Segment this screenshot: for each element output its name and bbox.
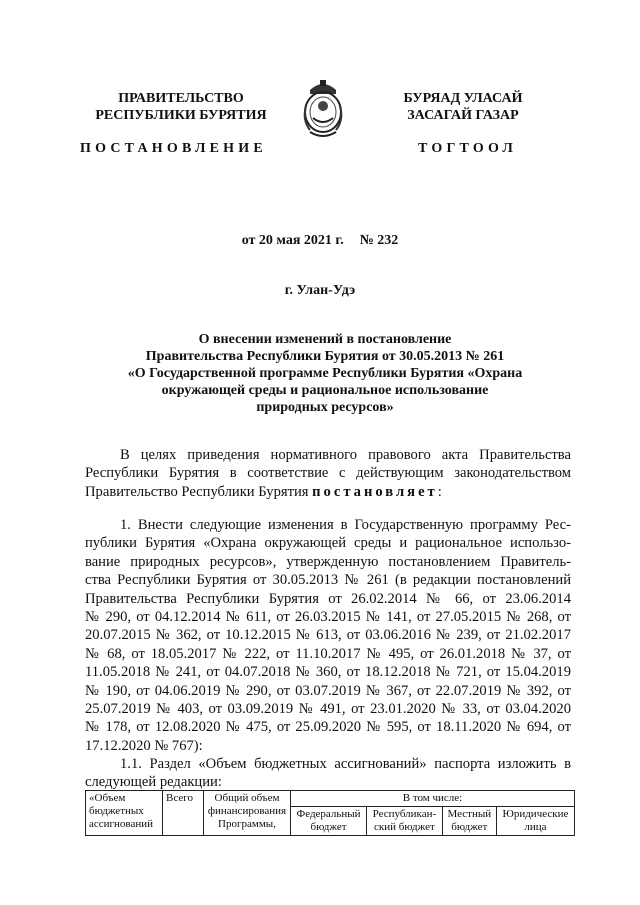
text-line: 25.07.2019 № 403, от 03.09.2019 № 491, от 23.01.2020 № 33, от 03.04.2020	[85, 700, 571, 717]
header-left-line-2: РЕСПУБЛИКИ БУРЯТИЯ	[95, 108, 267, 123]
text-line: № 178, от 12.08.2020 № 475, от 25.09.2020 № 595, от 18.11.2020 № 694, от	[85, 719, 571, 736]
cell-line: Программы,	[218, 818, 276, 830]
text-line: В целях приведения нормативного правового акта Правительства	[120, 447, 571, 463]
table-subheader-local	[442, 807, 496, 836]
title-line: «О Государственной программе Республики Бурятия «Охрана	[127, 366, 523, 381]
header-right-line-1: БУРЯАД УЛАСАЙ	[403, 91, 523, 106]
table-cell-label	[86, 791, 163, 836]
cell-line: Общий объем	[214, 792, 280, 804]
text-line: ства Республики Бурятия от 30.05.2013 № 261 (в редакции постановлений	[85, 572, 571, 589]
header-right-line-2: ЗАСАГАЙ ГАЗАР	[407, 108, 519, 123]
date-number-line	[0, 233, 640, 249]
table-subheader-federal	[291, 807, 367, 836]
table-cell-volume	[204, 791, 291, 836]
text-line: № 290, от 04.12.2014 № 611, от 26.03.2015 № 141, от 27.05.2015 № 268, от	[85, 608, 571, 625]
text-line: 20.07.2015 № 362, от 10.12.2015 № 613, от 03.06.2016 № 239, от 21.02.2017	[85, 627, 571, 644]
text-line: следующей редакции:	[85, 774, 222, 791]
table-subheader-republic	[367, 807, 443, 836]
coat-of-arms-icon	[300, 76, 346, 142]
document-number: № 232	[359, 233, 399, 248]
doc-type-left: ПОСТАНОВЛЕНИЕ	[80, 141, 267, 156]
doc-type-right: ТОГТООЛ	[418, 141, 518, 156]
cell-line: Федеральный	[296, 808, 361, 820]
cell-line: Юридические	[502, 808, 569, 820]
cell-line: лица	[524, 821, 547, 833]
cell-line: Местный	[447, 808, 492, 820]
text-line: публики Бурятия «Охрана окружающей среды и рациональное использо-	[85, 535, 571, 552]
header-left-line-1: ПРАВИТЕЛЬСТВО	[118, 91, 244, 106]
table-group-header: В том числе:	[291, 791, 575, 807]
clause-1-paragraph	[85, 516, 571, 792]
document-date: от 20 мая 2021 г.	[241, 233, 344, 248]
title-line: природных ресурсов»	[256, 400, 394, 415]
cell-line: ский бюджет	[374, 821, 435, 833]
cell-line: бюджет	[310, 821, 347, 833]
cell-line: бюджет	[451, 821, 488, 833]
title-line: О внесении изменений в постановление	[198, 332, 452, 347]
text-line: 1.1. Раздел «Объем бюджетных ассигнований» паспорта изложить в	[120, 756, 571, 773]
cell-line: ассигнований	[89, 818, 154, 830]
header-right	[378, 90, 548, 124]
cell-line: «Объем	[89, 792, 126, 804]
table-row	[86, 791, 575, 807]
text-line: 1. Внести следующие изменения в Государственную программу Рес-	[120, 517, 571, 533]
title-line: окружающей среды и рациональное использование	[161, 383, 489, 398]
cell-line: бюджетных	[89, 805, 144, 817]
header-left	[86, 90, 276, 124]
cell-line: финансирования	[207, 805, 287, 817]
text-fragment: Правительство Республики Бурятия	[85, 483, 313, 500]
text-line: № 68, от 18.05.2017 № 222, от 11.10.2017 № 495, от 26.01.2018 № 37, от	[85, 645, 571, 662]
table-cell-total: Всего	[163, 791, 204, 836]
text-line: Республики Бурятия в соответствие с действующим законодательством	[85, 465, 571, 482]
document-city: г. Улан-Удэ	[284, 283, 356, 298]
spaced-keyword: постановляет	[312, 483, 438, 500]
text-line: вание природных ресурсов», утвержденную постановлением Правитель-	[85, 553, 571, 570]
text-line: Правительства Республики Бурятия от 26.02.2014 № 66, от 23.06.2014	[85, 590, 571, 607]
text-line: 11.05.2018 № 241, от 04.07.2018 № 360, от 18.12.2018 № 721, от 15.04.2019	[85, 664, 571, 681]
document-title	[80, 331, 570, 416]
text-fragment: :	[437, 483, 442, 500]
text-line	[85, 483, 571, 501]
budget-table	[85, 790, 575, 836]
title-line: Правительства Республики Бурятия от 30.05.2013 № 261	[145, 349, 505, 364]
text-line: № 190, от 04.06.2019 № 290, от 03.07.2019 № 367, от 22.07.2019 № 392, от	[85, 682, 571, 699]
table-subheader-legal	[496, 807, 574, 836]
preamble-paragraph	[85, 446, 571, 501]
cell-line: Республикан-	[372, 808, 437, 820]
text-line: 17.12.2020 № 767):	[85, 737, 203, 754]
